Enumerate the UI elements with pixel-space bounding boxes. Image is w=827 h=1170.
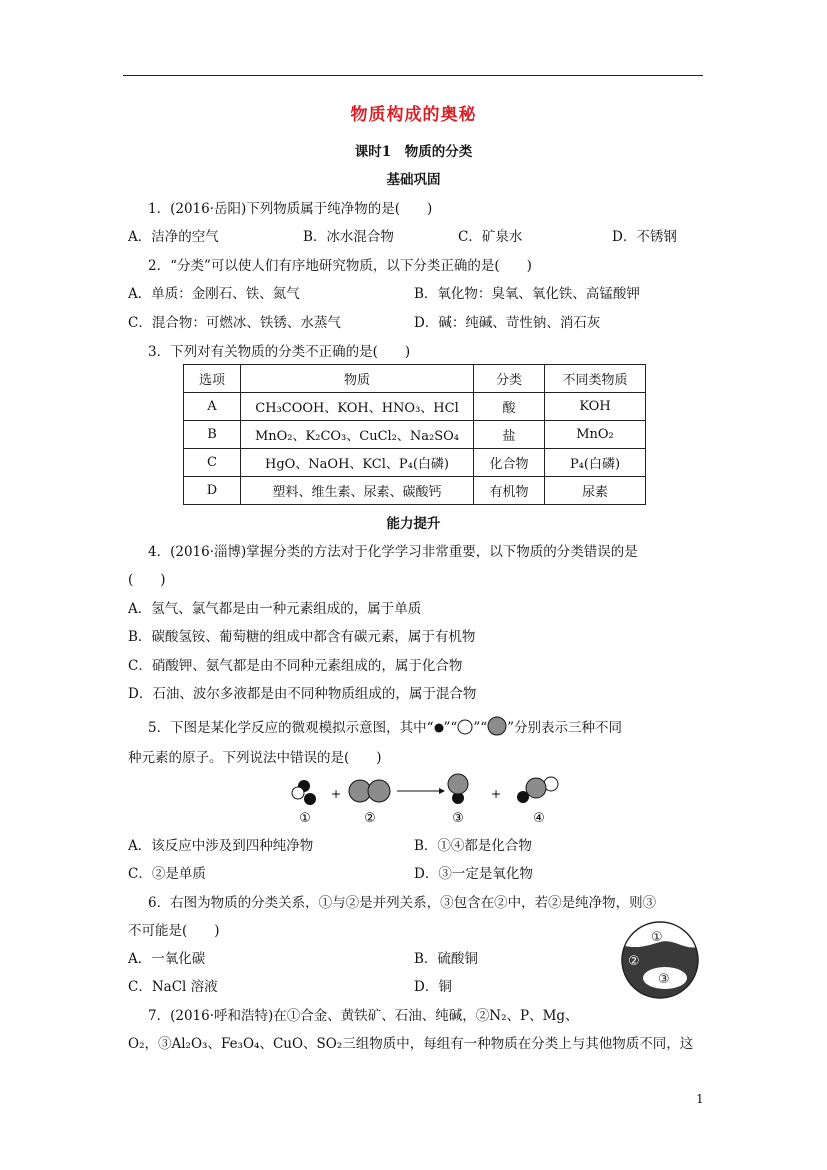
q2-option-c: C．混合物：可燃冰、铁锈、水蒸气 — [128, 315, 341, 331]
q2-option-d: D．碱：纯碱、苛性钠、消石灰 — [414, 315, 601, 331]
label-3: ③ — [452, 811, 464, 826]
cell-class: 有机物 — [474, 477, 545, 505]
cell-class: 盐 — [474, 421, 545, 449]
header-class: 分类 — [474, 365, 545, 393]
q5-stem-b: ”“ — [443, 720, 458, 736]
reaction-diagram — [285, 770, 565, 828]
section-basic: 基础巩固 — [386, 172, 441, 188]
q7-line2: O₂，③Al₂O₃、Fe₃O₄、CuO、SO₂三组物质中，每组有一种物质在分类上与其他物质不同，这 — [128, 1036, 694, 1052]
table-row — [184, 393, 646, 421]
cell-different: KOH — [545, 393, 646, 421]
cell-option: A — [184, 393, 241, 421]
header-different: 不同类物质 — [545, 365, 646, 393]
q5-option-b: B．①④都是化合物 — [414, 838, 532, 854]
q7-line1: 7．(2016·呼和浩特)在①合金、黄铁矿、石油、纯碱，②N₂、P、Mg、 — [148, 1008, 579, 1024]
table-row — [184, 449, 646, 477]
classification-table — [183, 364, 646, 505]
cell-class: 化合物 — [474, 449, 545, 477]
classification-circle-diagram — [618, 920, 702, 1000]
q1-option-a: A．洁净的空气 — [128, 229, 219, 245]
q5-option-a: A．该反应中涉及到四种纯净物 — [128, 838, 314, 854]
q6-option-a: A．一氧化碳 — [128, 951, 206, 967]
molecule-2 — [349, 780, 390, 802]
gray-atom-icon — [487, 716, 507, 736]
cell-substance: MnO₂、K₂CO₃、CuCl₂、Na₂SO₄ — [241, 421, 474, 449]
label-1: ① — [299, 811, 311, 826]
table-row — [184, 421, 646, 449]
plus-sign-2: + — [491, 787, 502, 801]
q1-option-b: B．冰水混合物 — [303, 229, 394, 245]
q4-option-d: D．石油、波尔多液都是由不同种物质组成的，属于混合物 — [128, 686, 477, 702]
q2-option-b: B．氧化物：臭氧、氧化铁、高锰酸钾 — [414, 286, 640, 302]
q5-option-d: D．③一定是氧化物 — [414, 866, 533, 882]
label-4: ④ — [533, 811, 545, 826]
label-2: ② — [364, 811, 376, 826]
reaction-arrow — [397, 788, 445, 794]
q4-stem: 4．(2016·淄博)掌握分类的方法对于化学学习非常重要，以下物质的分类错误的是 — [148, 544, 638, 560]
q2-stem: 2．“分类”可以使人们有序地研究物质，以下分类正确的是( ) — [148, 258, 532, 274]
q5-stem-line2: 种元素的原子。下列说法中错误的是( ) — [128, 750, 382, 766]
cell-substance: 塑料、维生素、尿素、碳酸钙 — [241, 477, 474, 505]
cell-class: 酸 — [474, 393, 545, 421]
plus-sign-1: + — [331, 787, 342, 801]
q5-stem-a: 5．下图是某化学反应的微观模拟示意图，其中“ — [148, 720, 434, 736]
header-option: 选项 — [184, 365, 241, 393]
section-advanced: 能力提升 — [386, 516, 441, 532]
molecule-1 — [292, 780, 316, 805]
white-atom-icon — [457, 719, 473, 735]
cell-substance: HgO、NaOH、KCl、P₄(白磷) — [241, 449, 474, 477]
cell-different: P₄(白磷) — [545, 449, 646, 477]
q5-stem-d: ”分别表示三种不同 — [507, 720, 623, 736]
molecule-4 — [517, 777, 558, 803]
lesson-title: 课时1 物质的分类 — [354, 144, 473, 160]
table-row — [184, 477, 646, 505]
cell-option: D — [184, 477, 241, 505]
region-3-label: ③ — [658, 972, 670, 987]
q4-option-c: C．硝酸钾、氨气都是由不同种元素组成的，属于化合物 — [128, 658, 463, 674]
q5-stem-c: ”“ — [473, 720, 488, 736]
cell-option: B — [184, 421, 241, 449]
small-black-atom-icon — [434, 720, 444, 734]
page-title: 物质构成的奥秘 — [350, 105, 477, 125]
q1-option-d: D．不锈钢 — [612, 229, 677, 245]
q5-option-c: C．②是单质 — [128, 866, 206, 882]
page-number: 1 — [696, 1092, 704, 1106]
q1-stem: 1．(2016·岳阳)下列物质属于纯净物的是( ) — [148, 201, 433, 217]
q4-option-b: B．碳酸氢铵、葡萄糖的组成中都含有碳元素，属于有机物 — [128, 629, 476, 645]
cell-option: C — [184, 449, 241, 477]
q6-option-b: B．硫酸铜 — [414, 951, 478, 967]
q4-stem-bracket: ( ) — [128, 572, 166, 588]
q4-option-a: A．氢气、氯气都是由一种元素组成的，属于单质 — [128, 601, 422, 617]
q3-stem: 3．下列对有关物质的分类不正确的是( ) — [148, 344, 411, 360]
q2-option-a: A．单质：金刚石、铁、氮气 — [128, 286, 300, 302]
cell-substance: CH₃COOH、KOH、HNO₃、HCl — [241, 393, 474, 421]
q6-option-c: C．NaCl 溶液 — [128, 979, 218, 995]
table-header-row — [184, 365, 646, 393]
q6-stem: 6．右图为物质的分类关系，①与②是并列关系，③包含在②中，若②是纯净物，则③ — [148, 895, 657, 911]
q5-stem — [148, 716, 622, 736]
cell-different: 尿素 — [545, 477, 646, 505]
molecule-3 — [448, 774, 468, 804]
q6-option-d: D．铜 — [414, 979, 452, 995]
region-1-label: ① — [651, 930, 663, 945]
q6-stem-line2: 不可能是( ) — [128, 923, 220, 939]
cell-different: MnO₂ — [545, 421, 646, 449]
q1-option-c: C．矿泉水 — [458, 229, 523, 245]
header-substance: 物质 — [241, 365, 474, 393]
header-rule — [123, 75, 703, 76]
region-2-label: ② — [628, 954, 640, 969]
